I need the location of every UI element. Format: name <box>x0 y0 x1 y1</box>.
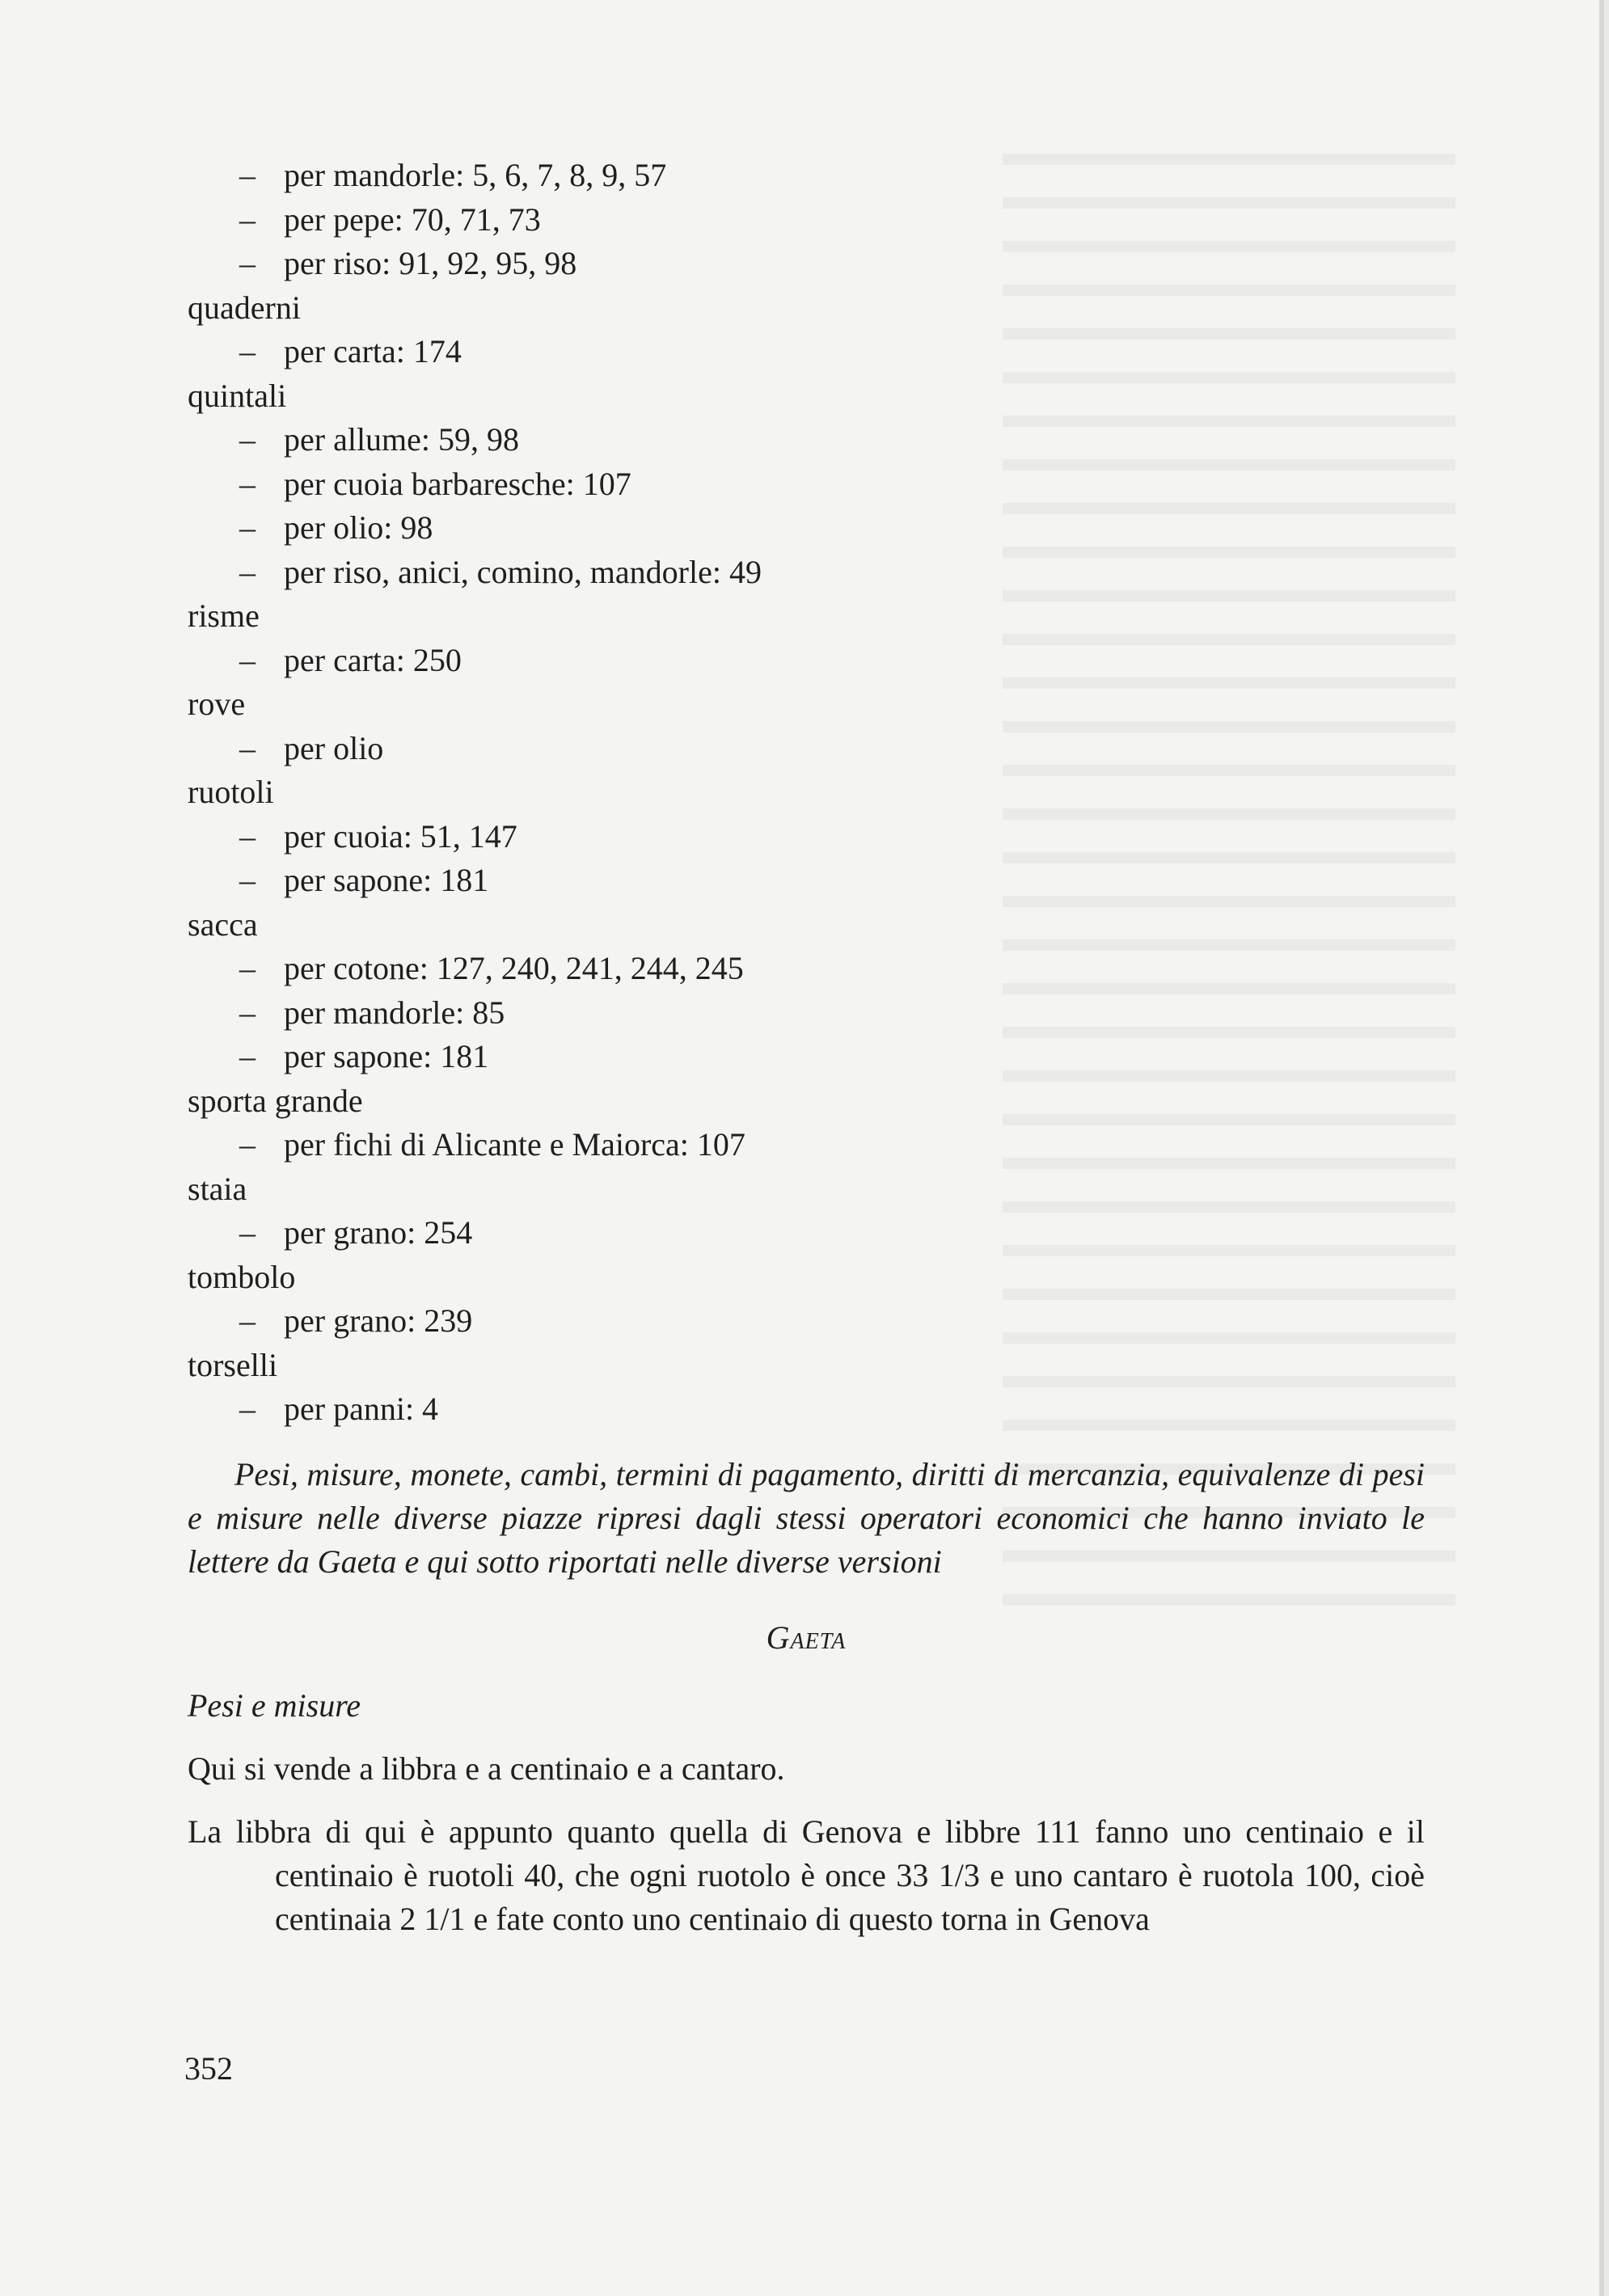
entry-dash: – <box>239 1126 255 1163</box>
index-headword <box>188 1256 1425 1300</box>
entry-text: quintali <box>188 377 287 414</box>
entry-dash: – <box>239 641 255 678</box>
index-subentry <box>188 551 1425 595</box>
index-headword <box>188 1167 1425 1212</box>
index-subentry <box>188 506 1425 551</box>
index-subentry <box>188 418 1425 462</box>
paragraph-1: Qui si vende a libbra e a centinaio e a cantaro. <box>188 1749 785 1787</box>
entry-dash: – <box>239 245 255 281</box>
index-subentry <box>188 462 1425 507</box>
entry-dash: – <box>239 1214 255 1251</box>
index-entries <box>188 154 1425 1432</box>
entry-text: per sapone: 181 <box>284 862 489 898</box>
entry-text: per sapone: 181 <box>284 1038 489 1074</box>
entry-dash: – <box>239 862 255 898</box>
page-body <box>188 154 1425 1941</box>
entry-dash: – <box>239 729 255 766</box>
city-heading <box>188 1616 1425 1660</box>
entry-text: rove <box>188 686 246 722</box>
index-subentry <box>188 947 1425 991</box>
index-subentry <box>188 859 1425 903</box>
entry-text: risme <box>188 597 260 634</box>
entry-text: per pepe: 70, 71, 73 <box>284 200 541 238</box>
index-subentry <box>188 1035 1425 1079</box>
entry-dash: – <box>239 1038 255 1074</box>
index-subentry <box>188 330 1425 374</box>
entry-text: per cuoia: 51, 147 <box>284 817 517 855</box>
entry-text: per grano: 254 <box>284 1214 473 1251</box>
entry-text: per allume: 59, 98 <box>284 421 520 458</box>
index-subentry <box>188 154 1425 198</box>
index-headword <box>188 286 1425 331</box>
index-subentry <box>188 815 1425 859</box>
index-subentry <box>188 1299 1425 1344</box>
index-subentry <box>188 1123 1425 1167</box>
spacer <box>188 1432 1425 1453</box>
entry-dash: – <box>239 817 255 855</box>
entry-text: per riso: 91, 92, 95, 98 <box>284 245 577 281</box>
paragraph-2: La libbra di qui è appunto quanto quella di Genova e libbre 111 fanno uno centinaio e il centinaio è ruotoli 40, che ogni ruotolo è once 33 1/3 e uno cantaro è ruotola 100, cioè centinaia 2 1/1 e fate conto uno centinaio di questo torna in Genova <box>188 1813 1425 1937</box>
entry-dash: – <box>239 200 255 238</box>
entry-text: sacca <box>188 905 258 943</box>
index-subentry <box>188 1387 1425 1432</box>
index-subentry <box>188 639 1425 683</box>
entry-text: per carta: 250 <box>284 641 462 678</box>
entry-text: torselli <box>188 1346 278 1383</box>
entry-text: per olio: 98 <box>284 509 433 546</box>
index-subentry <box>188 727 1425 771</box>
entry-text: tombolo <box>188 1258 296 1295</box>
index-headword <box>188 903 1425 948</box>
entry-text: per carta: 174 <box>284 333 462 369</box>
index-subentry <box>188 242 1425 286</box>
entry-dash: – <box>239 994 255 1031</box>
entry-text: per fichi di Alicante e Maiorca: 107 <box>284 1126 745 1163</box>
entry-text: quaderni <box>188 289 301 326</box>
entry-dash: – <box>239 509 255 546</box>
entry-dash: – <box>239 950 255 986</box>
entry-text: sporta grande <box>188 1082 363 1119</box>
entry-text: per panni: 4 <box>284 1391 439 1427</box>
entry-dash: – <box>239 421 255 458</box>
entry-text: ruotoli <box>188 774 274 810</box>
entry-text: per olio <box>284 729 384 766</box>
entry-dash: – <box>239 157 255 193</box>
index-headword <box>188 374 1425 419</box>
section-heading: Pesi e misure <box>188 1686 361 1724</box>
entry-text: per grano: 239 <box>284 1302 473 1339</box>
entry-dash: – <box>239 333 255 369</box>
index-headword <box>188 682 1425 727</box>
index-subentry <box>188 198 1425 243</box>
entry-text: per riso, anici, comino, mandorle: 49 <box>284 553 762 590</box>
entry-dash: – <box>239 465 255 502</box>
index-headword <box>188 594 1425 639</box>
entry-dash: – <box>239 1391 255 1427</box>
index-headword <box>188 770 1425 815</box>
entry-dash: – <box>239 1302 255 1339</box>
entry-text: staia <box>188 1170 247 1207</box>
entry-dash: – <box>239 553 255 590</box>
intro-italic-paragraph: Pesi, misure, monete, cambi, termini di pagamento, diritti di mercanzia, equivalenze di pesi e misure nelle diverse piazze ripresi dagli stessi operatori economici che hanno inviato le lettere da Gaeta e qui sotto riportati nelle diverse versioni <box>188 1455 1425 1580</box>
index-subentry <box>188 991 1425 1036</box>
page-number: 352 <box>184 2050 233 2087</box>
entry-text: per mandorle: 85 <box>284 994 505 1031</box>
city-heading-text: Gaeta <box>766 1619 847 1656</box>
entry-text: per mandorle: 5, 6, 7, 8, 9, 57 <box>284 157 667 193</box>
entry-text: per cuoia barbaresche: 107 <box>284 465 631 502</box>
index-headword <box>188 1079 1425 1124</box>
entry-text: per cotone: 127, 240, 241, 244, 245 <box>284 950 744 986</box>
index-headword <box>188 1344 1425 1388</box>
index-subentry <box>188 1211 1425 1256</box>
